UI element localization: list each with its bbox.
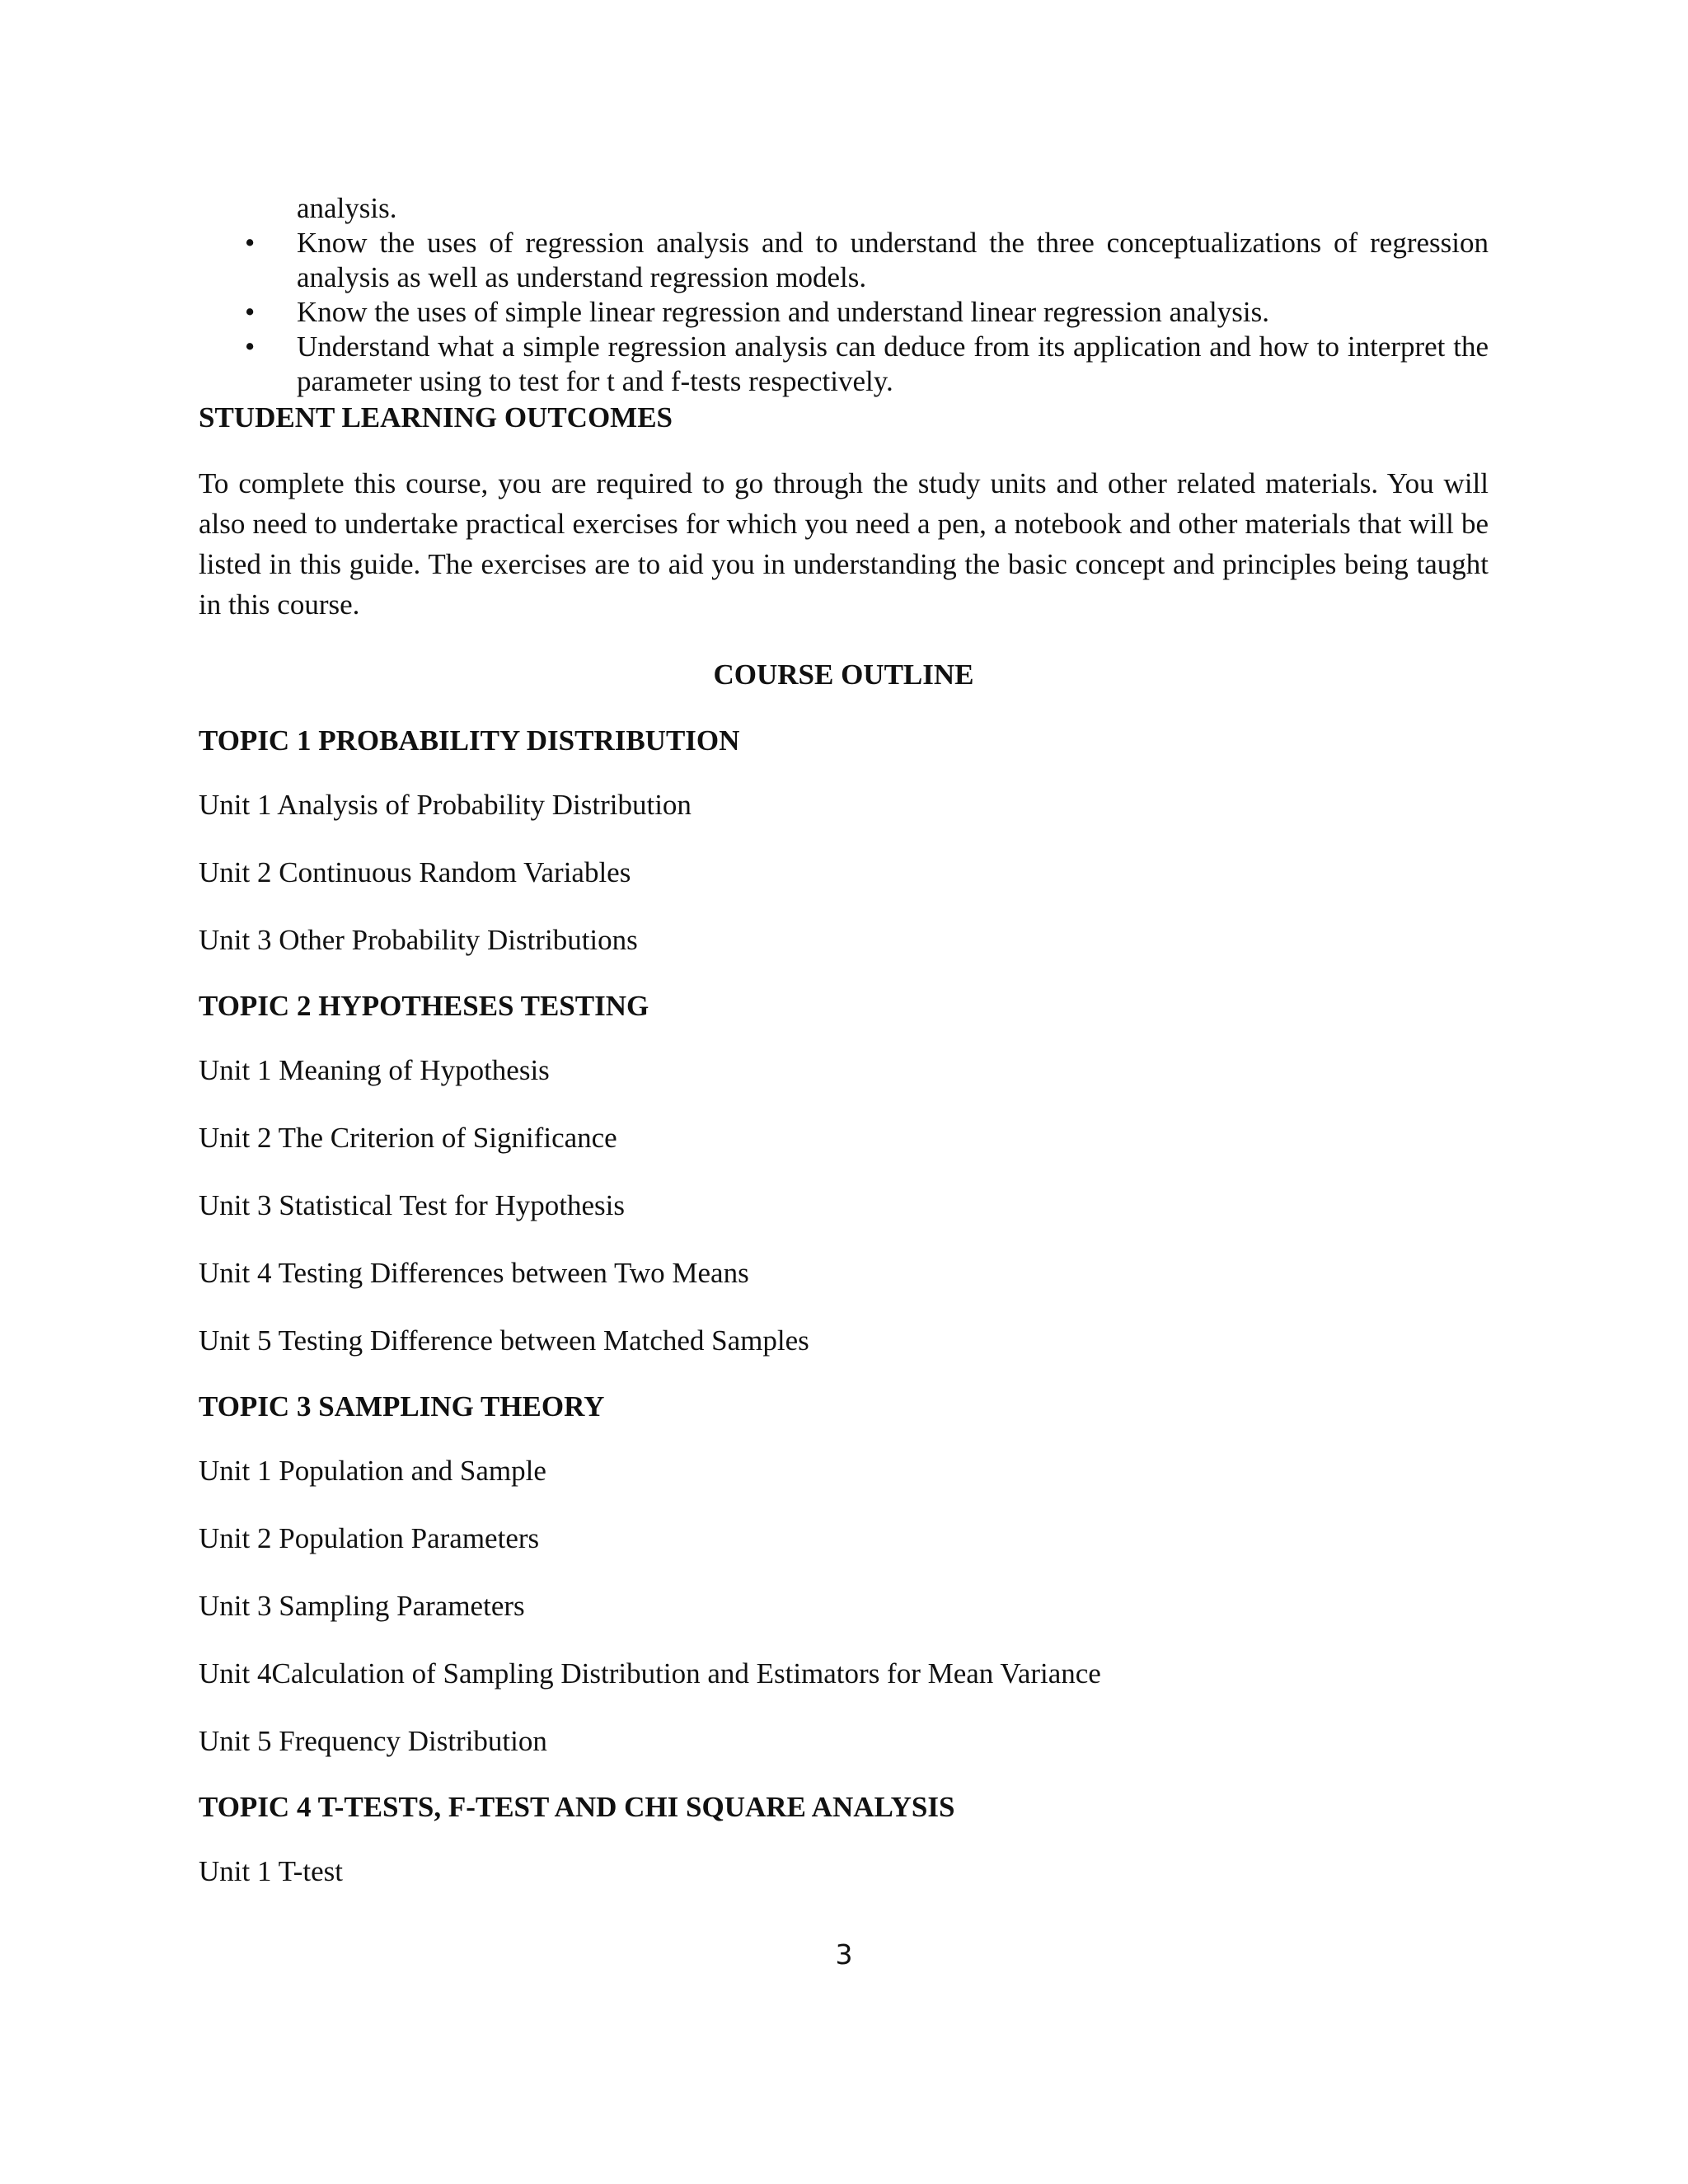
- unit-item: Unit 1 Meaning of Hypothesis: [199, 1054, 550, 1086]
- unit-item: Unit 4Calculation of Sampling Distribution and Estimators for Mean Variance: [199, 1657, 1101, 1690]
- unit-item: Unit 2 Population Parameters: [199, 1522, 540, 1554]
- objective-text: Understand what a simple regression analysis can deduce from its application and how to interpret the parameter using to test for t and f-tests respectively.: [297, 330, 1489, 397]
- unit-item: Unit 5 Testing Difference between Matched Samples: [199, 1324, 809, 1357]
- unit-item: Unit 4 Testing Differences between Two Means: [199, 1257, 749, 1289]
- topic-2-heading: TOPIC 2 HYPOTHESES TESTING: [199, 990, 649, 1022]
- objective-item: [199, 226, 1489, 295]
- student-learning-outcomes-paragraph: To complete this course, you are required to go through the study units and other related materials. You will also need to undertake practical exercises for which you need a pen, a notebook and other materials that will be listed in this guide. The exercises are to aid you in understanding the basic concept and principles being taught in this course.: [199, 467, 1489, 621]
- bullet-icon: •: [245, 296, 256, 328]
- objectives-continuation: analysis.: [297, 192, 397, 224]
- objective-item: [199, 330, 1489, 399]
- unit-item: Unit 1 T-test: [199, 1855, 344, 1887]
- page-content: [199, 191, 1489, 1889]
- unit-item: Unit 1 Population and Sample: [199, 1455, 546, 1487]
- bullet-icon: •: [245, 330, 256, 363]
- topic-3-heading: TOPIC 3 SAMPLING THEORY: [199, 1390, 605, 1422]
- objective-text: Know the uses of simple linear regression and understand linear regression analysis.: [297, 296, 1269, 328]
- course-outline-heading: COURSE OUTLINE: [713, 658, 974, 691]
- student-learning-outcomes-heading: STUDENT LEARNING OUTCOMES: [199, 401, 673, 434]
- unit-item: Unit 2 Continuous Random Variables: [199, 856, 631, 888]
- unit-item: Unit 5 Frequency Distribution: [199, 1725, 547, 1757]
- bullet-icon: •: [245, 227, 256, 259]
- unit-item: Unit 3 Statistical Test for Hypothesis: [199, 1189, 626, 1221]
- page-number: 3: [835, 1938, 853, 1971]
- unit-item: Unit 3 Sampling Parameters: [199, 1590, 525, 1622]
- objectives-list: [199, 226, 1489, 399]
- topic-1-heading: TOPIC 1 PROBABILITY DISTRIBUTION: [199, 724, 740, 757]
- topic-4-heading: TOPIC 4 T-TESTS, F-TEST AND CHI SQUARE ANALYSIS: [199, 1791, 955, 1823]
- unit-item: Unit 1 Analysis of Probability Distribution: [199, 789, 692, 821]
- objective-text: Know the uses of regression analysis and to understand the three conceptualizations of regression analysis as well as understand regression models.: [297, 227, 1489, 293]
- objective-item: [199, 295, 1489, 330]
- unit-item: Unit 2 The Criterion of Significance: [199, 1122, 617, 1154]
- unit-item: Unit 3 Other Probability Distributions: [199, 924, 638, 956]
